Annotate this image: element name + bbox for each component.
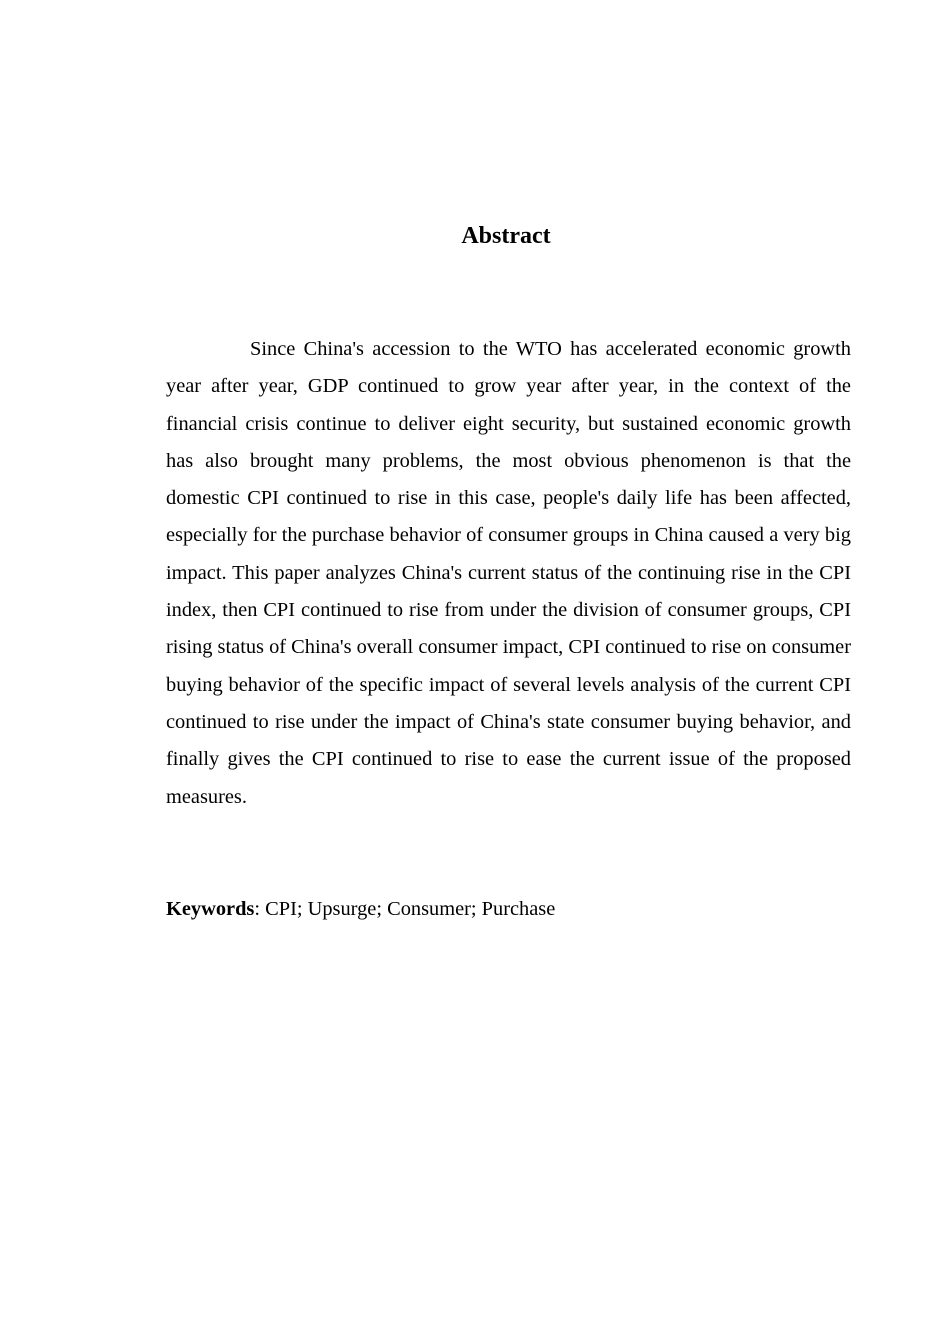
keywords-separator: :	[254, 898, 266, 920]
abstract-title: Abstract	[461, 223, 551, 249]
keywords-line	[166, 891, 851, 928]
abstract-body: Since China's accession to the WTO has accelerated economic growth year after year, GDP continued to grow year after year, in the context of the financial crisis continue to deliver eight security, but sustained economic growth has also brought many problems, the most obvious phenomenon is that the domestic CPI continued to rise in this case, people's daily life has been affected, especially for the purchase behavior of consumer groups in China caused a very big impact. This paper analyzes China's current status of the continuing rise in the CPI index, then CPI continued to rise from under the division of consumer groups, CPI rising status of China's overall consumer impact, CPI continued to rise on consumer buying behavior of the specific impact of several levels analysis of the current CPI continued to rise under the impact of China's state consumer buying behavior, and finally gives the CPI continued to rise to ease the current issue of the proposed measures.	[166, 338, 851, 808]
keywords-value: CPI; Upsurge; Consumer; Purchase	[265, 898, 556, 920]
keywords-label: Keywords	[166, 898, 255, 920]
